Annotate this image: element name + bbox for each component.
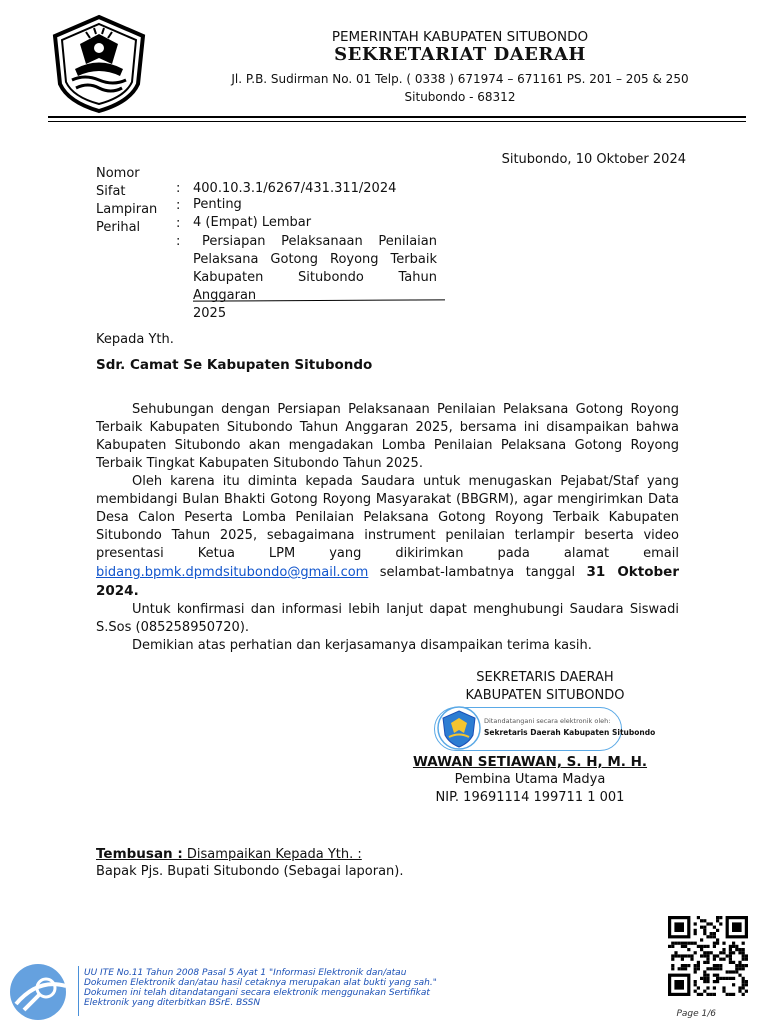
body-paragraph-4: Demikian atas perhatian dan kerjasamanya disampaikan terima kasih. (132, 638, 592, 653)
body-paragraph-1: Sehubungan dengan Persiapan Pelaksanaan Penilaian Pelaksana Gotong Royong Terbaik Kabupaten Situbondo Tahun Anggaran 2025, bersama ini disampaikan bahwa Kabupaten Situbondo akan mengadakan Lomba Penilaian Pelaksana Gotong Royong Terbaik Tingkat Kabupaten Situbondo Tahun 2025. (96, 402, 679, 471)
meta-label-perihal: Perihal (96, 220, 141, 235)
perihal-line: Persiapan Pelaksanaan Penilaian (202, 234, 437, 249)
signatory-rank: Pembina Utama Madya (454, 772, 606, 787)
meta-colon: : (176, 198, 181, 213)
perihal-line: Kabupaten Situbondo Tahun Anggaran (193, 270, 437, 303)
carbon-copy-intro: Disampaikan Kepada Yth. : (182, 847, 362, 862)
footer-divider (78, 966, 79, 1016)
letterhead-office: SEKRETARIAT DAERAH (334, 44, 586, 65)
meta-colon: : (176, 234, 181, 249)
signatory-nip: NIP. 19691114 199711 1 001 (435, 790, 625, 805)
meta-label-nomor: Nomor (96, 166, 140, 181)
carbon-copy-label: Tembusan : (96, 846, 183, 862)
signatory-region: KABUPATEN SITUBONDO (465, 688, 625, 703)
meta-label-sifat: Sifat (96, 184, 126, 199)
footer-line: Dokumen ini telah ditandatangani secara elektronik menggunakan Sertifikat (84, 988, 430, 998)
body-paragraph-2 (96, 473, 679, 601)
footer-line: Elektronik yang diterbitkan BSrE. BSSN (84, 998, 261, 1008)
footer-line: Dokumen Elektronik dan/atau hasil cetaknya merupakan alat bukti yang sah." (84, 978, 437, 988)
page-number: Page 1/6 (676, 1009, 716, 1019)
qr-code-icon (668, 916, 748, 996)
footer-line: UU ITE No.11 Tahun 2008 Pasal 5 Ayat 1 "Informasi Elektronik dan/atau (84, 968, 407, 978)
email-link[interactable]: bidang.bpmk.dpmdsitubondo@gmail.com (96, 565, 369, 580)
meta-sifat-value: Penting (193, 197, 242, 212)
letter-body (96, 401, 679, 655)
meta-perihal-value (193, 233, 437, 323)
body-paragraph-2-tail: selambat-lambatnya tanggal (368, 565, 587, 580)
footer-legal-notice (84, 968, 484, 1008)
body-paragraph-3: Untuk konfirmasi dan informasi lebih lanjut dapat menghubungi Saudara Siswadi S.Sos (085258950720). (96, 602, 679, 635)
esign-emblem-icon (437, 705, 481, 751)
letterhead-rule-thick (48, 116, 746, 118)
carbon-copy-heading (96, 846, 362, 862)
esign-signer: Sekretaris Daerah Kabupaten Situbondo (484, 728, 656, 737)
perihal-line: 2025 (193, 306, 227, 321)
letterhead-government: PEMERINTAH KABUPATEN SITUBONDO (331, 29, 589, 45)
signatory-name: WAWAN SETIAWAN, S. H, M. H. (412, 754, 648, 770)
letterhead-rule-thin (48, 121, 746, 122)
perihal-line: Pelaksana Gotong Royong Terbaik (193, 252, 437, 267)
meta-nomor-value: 400.10.3.1/6267/431.311/2024 (193, 181, 397, 196)
carbon-copy-item: Bapak Pjs. Bupati Situbondo (Sebagai laporan). (96, 864, 404, 879)
letterhead-city: Situbondo - 68312 (404, 90, 516, 104)
recipient: Sdr. Camat Se Kabupaten Situbondo (96, 357, 373, 373)
letter-date: Situbondo, 10 Oktober 2024 (501, 152, 686, 167)
signatory-title: SEKRETARIS DAERAH (476, 670, 614, 685)
kabupaten-situbondo-emblem-icon (50, 14, 148, 114)
bsre-logo-icon (8, 958, 78, 1022)
meta-label-lampiran: Lampiran (96, 202, 158, 217)
esign-caption: Ditandatangani secara elektronik oleh: (484, 717, 611, 725)
body-paragraph-2-text: Oleh karena itu diminta kepada Saudara untuk menugaskan Pejabat/Staf yang membidangi Bulan Bhakti Gotong Royong Masyarakat (BBGRM), agar mengirimkan Data Desa Calon Peserta Lomba Penilaian Pelaksana Gotong Royong Terbaik Kabupaten Situbondo Tahun 2025, sebagaimana instrument penilaian terlampir beserta video presentasi Ketua LPM yang dikirimkan pada alamat email (96, 474, 679, 561)
letterhead-address: Jl. P.B. Sudirman No. 01 Telp. ( 0338 ) 671974 – 671161 PS. 201 – 205 & 250 (231, 72, 689, 86)
deadline-date: 31 Oktober 2024. (96, 564, 679, 599)
meta-lampiran-value: 4 (Empat) Lembar (193, 215, 312, 230)
meta-colon: : (176, 181, 181, 196)
meta-colon: : (176, 216, 181, 231)
salutation: Kepada Yth. (96, 332, 174, 347)
